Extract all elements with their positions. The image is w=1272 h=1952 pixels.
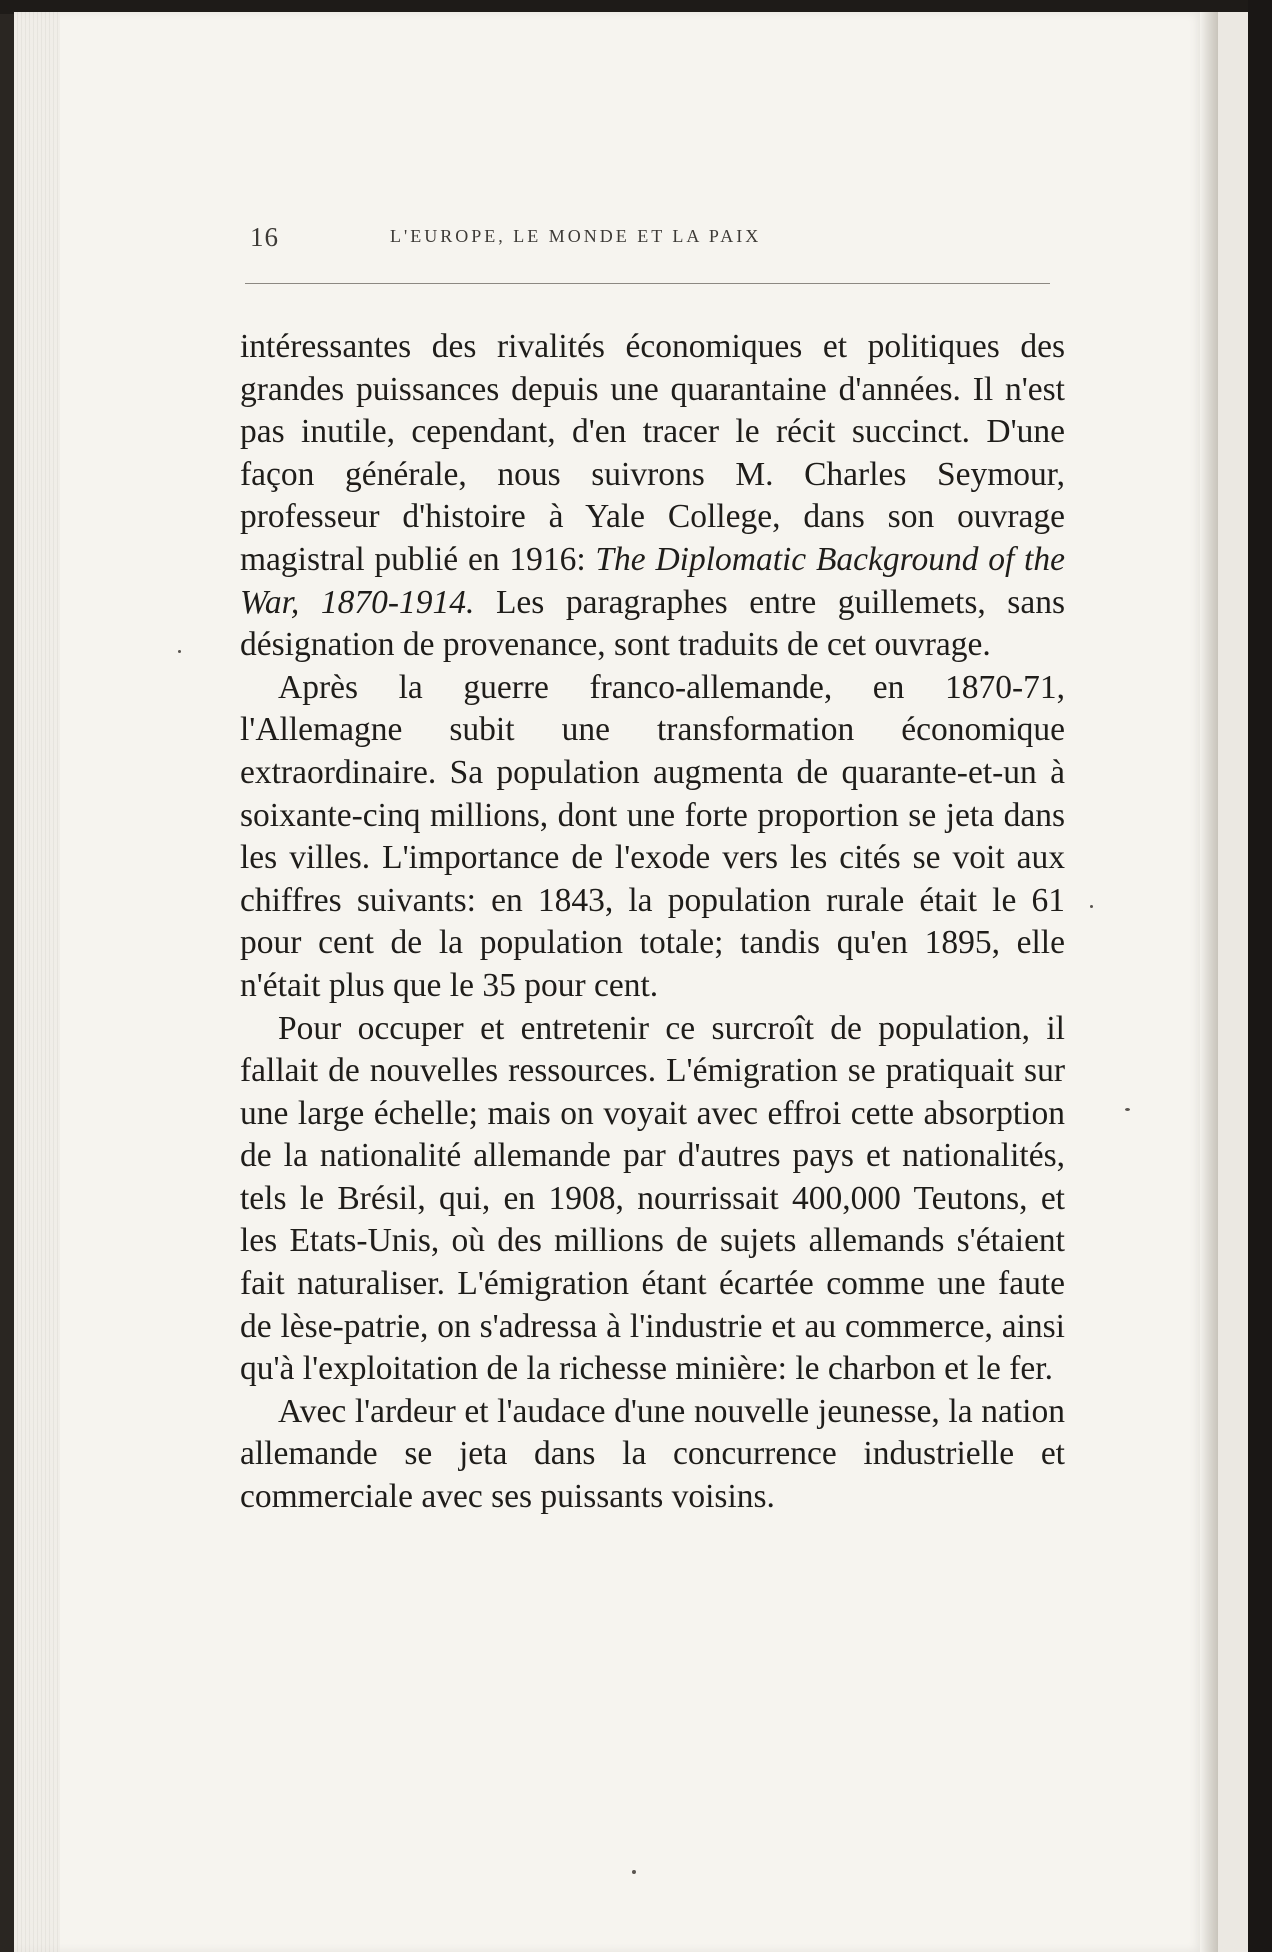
page-edges-left — [14, 12, 60, 1952]
scan-right-border — [1248, 0, 1272, 1952]
paragraph-2: Après la guerre franco-allemande, en 1870-71, l'Allemagne subit une transformation économique extraordinaire. Sa population augmenta de quarante-et-un à soixante-cinq millions, dont une forte proportion se jeta dans les villes. L'importance de l'exode vers les cités se voit aux chiffres suivants: en 1843, la population rurale était le 61 pour cent de la population totale; tandis qu'en 1895, elle n'était plus que le 35 pour cent. — [240, 668, 1065, 1004]
paragraph-3: Pour occuper et entretenir ce surcroît de population, il fallait de nouvelles ressources. L'émigration se pratiquait sur une large échelle; mais on voyait avec effroi cette absorption de la nationalité allemande par d'autres pays et nationalités, tels le Brésil, qui, en 1908, nourrissait 400,000 Teutons, et les Etats-Unis, où des millions de sujets allemands s'étaient fait naturaliser. L'émigration étant écartée comme une faute de lèse-patrie, on s'adressa à l'industrie et au commerce, ainsi qu'à l'exploitation de la richesse minière: le charbon et le fer. — [240, 1009, 1065, 1388]
running-title: L'EUROPE, LE MONDE ET LA PAIX — [390, 226, 762, 246]
header-rule — [245, 283, 1050, 284]
dust-speck — [1090, 905, 1093, 908]
page-edges-right — [1218, 12, 1248, 1952]
paragraph-1 — [240, 326, 1065, 667]
paragraph-1-text-after: Les paragraphes entre guillemets, sans désignation de provenance, sont traduits de cet ouvrage. — [240, 583, 1066, 664]
paragraph-1-text-before: intéressantes des rivalités économiques et politiques des grandes puissances depuis une quarantaine d'années. Il n'est pas inutile, cependant, d'en tracer le récit succinct. D'une façon générale, nous suivrons M. Charles Seymour, professeur d'histoire à Yale College, dans son ouvrage magistral publié en 1916: — [240, 328, 1065, 578]
paragraph-4: Avec l'ardeur et l'audace d'une nouvelle jeunesse, la nation allemande se jeta dans la concurrence industrielle et commerciale avec ses puissants voisins. — [240, 1392, 1065, 1516]
dust-speck — [1125, 1108, 1130, 1111]
page-number: 16 — [250, 222, 279, 252]
dust-speck — [178, 650, 181, 653]
body-text — [240, 326, 1065, 1519]
running-head — [250, 222, 1050, 262]
book-gutter — [1200, 12, 1218, 1952]
book-title-italic: The Diplomatic Background of the War, 1870-1914. — [240, 540, 1065, 621]
dust-speck — [632, 1870, 636, 1874]
